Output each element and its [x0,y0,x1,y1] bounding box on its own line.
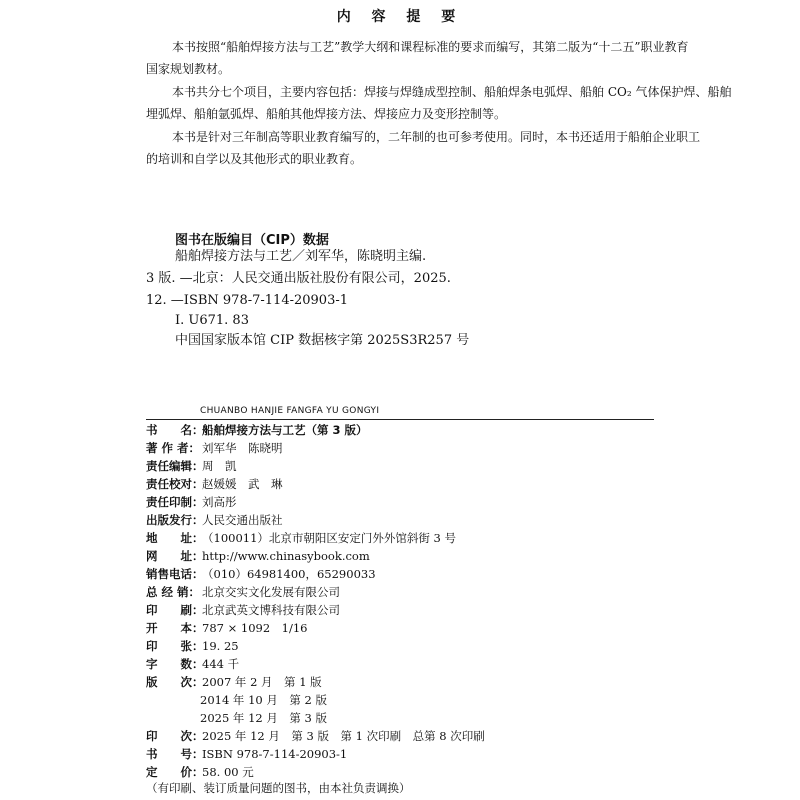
colophon-row [146,618,308,638]
colophon-value: （100011）北京市朝阳区安定门外外馆斜街 3 号 [202,531,457,545]
edition-line: 2014 年 10 月 第 2 版 [200,693,327,707]
colophon-row [146,474,283,494]
colophon-row [146,744,347,764]
colophon-label: 版 次： [146,675,204,689]
colophon-row [146,636,239,656]
colophon-label: 字 数： [146,657,204,671]
colophon-label: 开 本： [146,621,204,635]
abstract-line: 的培训和自学以及其他形式的职业教育。 [146,152,363,166]
cip-line: Ⅰ. U671. 83 [175,313,249,328]
colophon-label: 书 号： [146,747,204,761]
colophon-row [146,726,485,746]
colophon-row [146,600,340,620]
colophon-label: 书 名： [146,423,204,437]
abstract-line: 埋弧焊、船舶氩弧焊、船舶其他焊接方法、焊接应力及变形控制等。 [146,107,507,121]
colophon-row [146,528,456,548]
colophon-row [146,582,340,602]
colophon-value: 2025 年 12 月 第 3 版 第 1 次印刷 总第 8 次印刷 [202,729,485,743]
colophon-label: 总 经 销： [146,585,201,599]
cip-line: 中国国家版本馆 CIP 数据核字第 2025S3R257 号 [175,333,470,348]
colophon-value: 赵媛媛 武 琳 [202,477,283,491]
colophon-value: 北京武英文博科技有限公司 [202,603,340,617]
colophon-row [146,456,237,476]
cip-line: 船舶焊接方法与工艺／刘军华，陈晓明主编. [175,249,427,264]
colophon-label: 责任编辑： [146,459,204,473]
colophon-label: 定 价： [146,765,204,779]
colophon-value: 19. 25 [202,639,239,653]
cip-line: 3 版. —北京：人民交通出版社股份有限公司，2025. [146,271,451,286]
cip-heading: 图书在版编目（CIP）数据 [175,233,329,248]
abstract-line: 国家规划教材。 [146,62,231,76]
cip-line: 12. —ISBN 978-7-114-20903-1 [146,293,349,308]
colophon-value: 人民交通出版社 [202,513,283,527]
colophon-row [146,654,239,674]
colophon-row [146,672,322,692]
colophon-value: （010）64981400，65290033 [202,567,376,581]
abstract-line: 本书按照“船舶焊接方法与工艺”教学大纲和课程标准的要求而编写，其第二版为“十二五”职业教育 [172,40,689,54]
colophon-value: 北京交实文化发展有限公司 [202,585,340,599]
colophon-value: 787 × 1092 1/16 [202,621,308,635]
colophon-row [146,564,376,584]
quality-note: （有印刷、装订质量问题的图书，由本社负责调换） [146,781,411,795]
colophon-value: 周 凯 [202,459,237,473]
pinyin-title: CHUANBO HANJIE FANGFA YU GONGYI [200,406,380,416]
colophon-value: 58. 00 元 [202,765,254,779]
colophon-label: 印 张： [146,639,204,653]
colophon-label: 地 址： [146,531,204,545]
colophon-label: 网 址： [146,549,204,563]
colophon-label: 责任印制： [146,495,204,509]
edition-line: 2025 年 12 月 第 3 版 [200,711,327,725]
website-link[interactable]: http://www.chinasybook.com [202,549,370,563]
abstract-line: 本书共分七个项目，主要内容包括：焊接与焊缝成型控制、船舶焊条电弧焊、船舶 CO₂ 气体保护焊、船舶 [172,85,732,99]
colophon-value: 444 千 [202,657,240,671]
colophon-value: 刘高彤 [202,495,237,509]
colophon-row [146,492,237,512]
colophon-row [146,438,283,458]
colophon-row [146,510,283,530]
abstract-heading: 内 容 提 要 [336,9,464,25]
colophon-value: 2007 年 2 月 第 1 版 [202,675,322,689]
colophon-row [146,546,370,566]
colophon-label: 出版发行： [146,513,204,527]
colophon-value: ISBN 978-7-114-20903-1 [202,747,348,761]
colophon-value: 船舶焊接方法与工艺（第 3 版） [202,423,368,437]
colophon-label: 销售电话： [146,567,204,581]
colophon-value: 刘军华 陈晓明 [202,441,283,455]
colophon-label: 著 作 者： [146,441,201,455]
abstract-line: 本书是针对三年制高等职业教育编写的，二年制的也可参考使用。同时，本书还适用于船舶企业职工 [172,130,701,144]
colophon-row [146,420,368,440]
colophon-label: 印 刷： [146,603,204,617]
colophon-label: 印 次： [146,729,204,743]
colophon-label: 责任校对： [146,477,204,491]
